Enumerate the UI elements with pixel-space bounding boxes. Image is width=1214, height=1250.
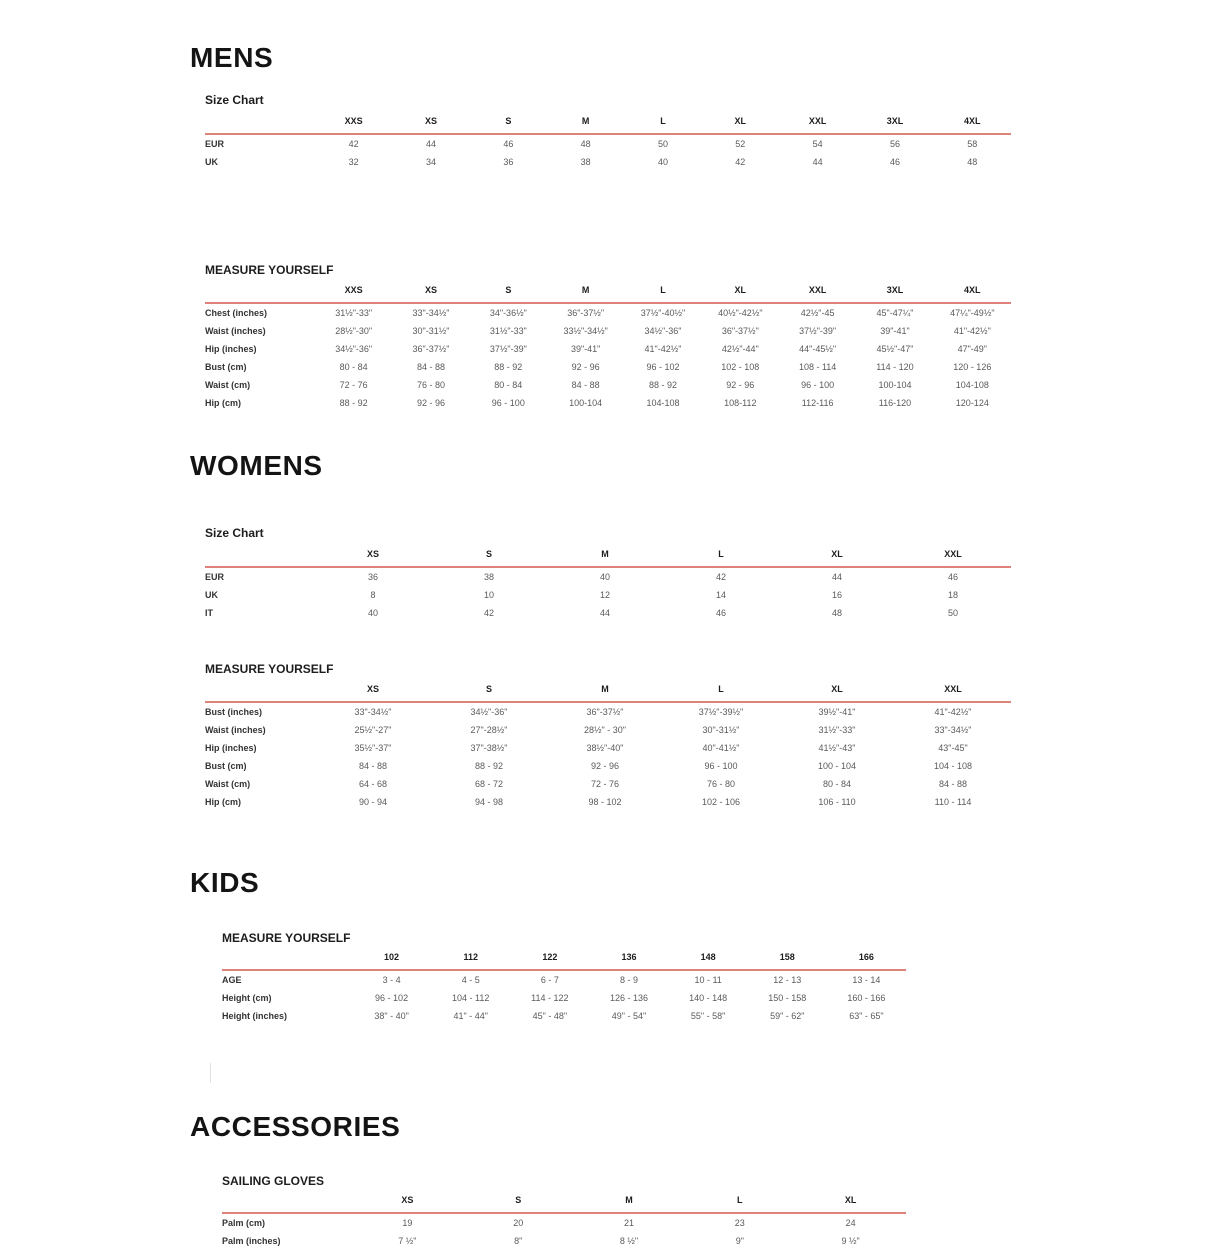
cell-value: 84 - 88 bbox=[938, 779, 968, 789]
row-label: Waist (inches) bbox=[205, 725, 266, 735]
column-header: XL bbox=[844, 1195, 857, 1205]
cell-value: 44 bbox=[831, 572, 842, 582]
cell-value: 18 bbox=[947, 590, 958, 600]
cell-value: 36"-37½" bbox=[586, 707, 624, 717]
row-label: Waist (inches) bbox=[205, 326, 266, 336]
mens-size-chart-block bbox=[205, 93, 1011, 412]
cell-value: 27"-28½" bbox=[470, 725, 508, 735]
cell-value: 19 bbox=[402, 1218, 413, 1228]
table-row bbox=[205, 604, 1011, 622]
sailing-gloves-heading: SAILING GLOVES bbox=[222, 1174, 325, 1188]
cell-value: 96 - 100 bbox=[704, 761, 738, 771]
cell-value: 28½"-30" bbox=[335, 326, 373, 336]
mens-size-chart-heading: Size Chart bbox=[205, 93, 264, 107]
column-header-empty bbox=[205, 285, 315, 303]
column-header-empty bbox=[222, 952, 352, 970]
cell-value: 35½"-37" bbox=[354, 743, 392, 753]
column-header: 3XL bbox=[886, 116, 904, 126]
cell-value: 96 - 102 bbox=[375, 993, 409, 1003]
cell-value: 108 - 114 bbox=[798, 362, 837, 372]
cell-value: 42½"-44" bbox=[721, 344, 759, 354]
cell-value: 8 - 9 bbox=[619, 975, 638, 985]
cell-value: 37½"-39" bbox=[799, 326, 837, 336]
column-header: M bbox=[581, 116, 590, 126]
row-label: AGE bbox=[222, 975, 242, 985]
table-row bbox=[205, 322, 1011, 340]
table-row bbox=[205, 340, 1011, 358]
column-header: M bbox=[601, 549, 609, 559]
row-label: Height (cm) bbox=[222, 993, 272, 1003]
column-header: 136 bbox=[621, 952, 637, 962]
cell-value: 40 bbox=[367, 608, 378, 618]
cell-value: 106 - 110 bbox=[818, 797, 856, 807]
cell-value: 45½"-47" bbox=[876, 344, 914, 354]
cell-value: 40 bbox=[657, 157, 668, 167]
cell-value: 42 bbox=[348, 139, 359, 149]
cell-value: 38 bbox=[580, 157, 591, 167]
cell-value: 100-104 bbox=[878, 380, 912, 390]
cell-value: 37½"-39½" bbox=[698, 707, 744, 717]
cell-value: 56 bbox=[889, 139, 900, 149]
womens-measure-heading: MEASURE YOURSELF bbox=[205, 662, 334, 676]
cell-value: 58 bbox=[967, 139, 978, 149]
row-label: Hip (cm) bbox=[205, 797, 241, 807]
cell-value: 31½"-33" bbox=[818, 725, 856, 735]
cell-value: 96 - 100 bbox=[801, 380, 835, 390]
cell-value: 44 bbox=[425, 139, 436, 149]
cell-value: 12 bbox=[599, 590, 610, 600]
cell-value: 10 - 11 bbox=[694, 975, 722, 985]
cell-value: 46 bbox=[889, 157, 900, 167]
cell-value: 92 - 96 bbox=[571, 362, 600, 372]
accessories-block bbox=[222, 1174, 906, 1250]
cell-value: 8 bbox=[370, 590, 376, 600]
column-header-empty bbox=[205, 684, 315, 702]
cell-value: 98 - 102 bbox=[588, 797, 622, 807]
cell-value: 40½"-42½" bbox=[718, 308, 763, 318]
cell-value: 3 - 4 bbox=[382, 975, 401, 985]
table-row bbox=[205, 739, 1011, 757]
cell-value: 59" - 62" bbox=[770, 1011, 805, 1021]
cell-value: 41"-42½" bbox=[953, 326, 991, 336]
cell-value: 96 - 102 bbox=[646, 362, 680, 372]
cell-value: 42 bbox=[483, 608, 494, 618]
cell-value: 48 bbox=[831, 608, 842, 618]
row-label: Hip (inches) bbox=[205, 743, 257, 753]
column-header: XS bbox=[366, 549, 379, 559]
cell-value: 88 - 92 bbox=[474, 761, 504, 771]
row-label: Bust (inches) bbox=[205, 707, 263, 717]
header-row bbox=[222, 952, 906, 970]
row-label: Hip (inches) bbox=[205, 344, 257, 354]
cell-value: 33"-34½" bbox=[412, 308, 450, 318]
cell-value: 88 - 92 bbox=[494, 362, 523, 372]
mens-measure-table bbox=[205, 285, 1011, 412]
cell-value: 104 - 112 bbox=[452, 993, 490, 1003]
cell-value: 92 - 96 bbox=[590, 761, 620, 771]
cell-value: 16 bbox=[831, 590, 842, 600]
column-header: L bbox=[660, 116, 666, 126]
cell-value: 46 bbox=[715, 608, 726, 618]
column-header: XL bbox=[831, 549, 843, 559]
cell-value: 102 - 106 bbox=[701, 797, 741, 807]
cell-value: 72 - 76 bbox=[590, 779, 620, 789]
column-header: L bbox=[737, 1195, 743, 1205]
cell-value: 25½"-27" bbox=[354, 725, 392, 735]
cursor-artifact bbox=[210, 1063, 211, 1083]
column-header: L bbox=[718, 549, 724, 559]
cell-value: 88 - 92 bbox=[339, 398, 368, 408]
column-header: XXS bbox=[344, 285, 363, 295]
cell-value: 23 bbox=[734, 1218, 745, 1228]
table-row bbox=[205, 394, 1011, 412]
row-label: Bust (cm) bbox=[205, 761, 247, 771]
column-header: 3XL bbox=[886, 285, 904, 295]
cell-value: 20 bbox=[513, 1218, 524, 1228]
column-header: XL bbox=[831, 684, 843, 694]
header-row bbox=[205, 549, 1011, 567]
cell-value: 34½"-36" bbox=[335, 344, 373, 354]
table-row bbox=[222, 1232, 906, 1250]
column-header-empty bbox=[205, 116, 315, 134]
cell-value: 63" - 65" bbox=[849, 1011, 884, 1021]
cell-value: 80 - 84 bbox=[494, 380, 523, 390]
cell-value: 140 - 148 bbox=[689, 993, 728, 1003]
cell-value: 44 bbox=[599, 608, 610, 618]
row-label: Hip (cm) bbox=[205, 398, 241, 408]
column-header: S bbox=[485, 684, 492, 694]
cell-value: 38 bbox=[483, 572, 494, 582]
row-label: IT bbox=[205, 608, 213, 618]
cell-value: 40"-41½" bbox=[702, 743, 740, 753]
cell-value: 112-116 bbox=[801, 398, 834, 408]
column-header: XS bbox=[366, 684, 379, 694]
cell-value: 45" - 48" bbox=[532, 1011, 568, 1021]
cell-value: 94 - 98 bbox=[474, 797, 504, 807]
column-header-empty bbox=[205, 549, 315, 567]
column-header: XXL bbox=[808, 116, 827, 126]
cell-value: 37½"-40½" bbox=[640, 308, 686, 318]
cell-value: 114 - 120 bbox=[876, 362, 914, 372]
cell-value: 47"-49" bbox=[957, 344, 988, 354]
column-header: XXL bbox=[808, 285, 827, 295]
cell-value: 42 bbox=[735, 157, 746, 167]
cell-value: 80 - 84 bbox=[822, 779, 852, 789]
cell-value: 37½"-39" bbox=[489, 344, 527, 354]
cell-value: 38" - 40" bbox=[374, 1011, 409, 1021]
cell-value: 88 - 92 bbox=[648, 380, 677, 390]
cell-value: 120 - 126 bbox=[953, 362, 992, 372]
table-row bbox=[205, 376, 1011, 394]
column-header: 158 bbox=[779, 952, 795, 962]
row-label: Height (inches) bbox=[222, 1011, 288, 1021]
womens-size-chart-table bbox=[205, 549, 1011, 622]
cell-value: 72 - 76 bbox=[339, 380, 368, 390]
cell-value: 46 bbox=[503, 139, 514, 149]
cell-value: 150 - 158 bbox=[768, 993, 807, 1003]
column-header: S bbox=[485, 549, 492, 559]
cell-value: 41½"-43" bbox=[818, 743, 856, 753]
cell-value: 36 bbox=[503, 157, 514, 167]
row-label: UK bbox=[205, 157, 218, 167]
cell-value: 100-104 bbox=[569, 398, 603, 408]
cell-value: 33"-34½" bbox=[934, 725, 972, 735]
cell-value: 37"-38½" bbox=[470, 743, 508, 753]
cell-value: 36"-37½" bbox=[721, 326, 759, 336]
cell-value: 7 ½" bbox=[398, 1236, 417, 1246]
row-label: EUR bbox=[205, 139, 225, 149]
cell-value: 41"-42½" bbox=[934, 707, 972, 717]
column-header: S bbox=[515, 1195, 522, 1205]
womens-measure-table bbox=[205, 684, 1011, 811]
column-header: 148 bbox=[700, 952, 716, 962]
cell-value: 116-120 bbox=[878, 398, 912, 408]
table-row bbox=[205, 567, 1011, 586]
cell-value: 14 bbox=[715, 590, 726, 600]
column-header: XS bbox=[401, 1195, 414, 1205]
table-row bbox=[205, 702, 1011, 721]
cell-value: 76 - 80 bbox=[416, 380, 445, 390]
table-row bbox=[222, 1213, 906, 1232]
column-header: S bbox=[505, 116, 512, 126]
column-header: 112 bbox=[463, 952, 478, 962]
cell-value: 96 - 100 bbox=[491, 398, 525, 408]
column-header: M bbox=[625, 1195, 633, 1205]
cell-value: 76 - 80 bbox=[706, 779, 736, 789]
row-label: Waist (cm) bbox=[205, 380, 251, 390]
cell-value: 54 bbox=[812, 139, 823, 149]
sailing-gloves-table bbox=[222, 1195, 906, 1250]
table-row bbox=[205, 586, 1011, 604]
cell-value: 120-124 bbox=[955, 398, 989, 408]
accessories-section-title: ACCESSORIES bbox=[190, 1111, 401, 1142]
cell-value: 43"-45" bbox=[938, 743, 968, 753]
cell-value: 49" - 54" bbox=[611, 1011, 647, 1021]
column-header: L bbox=[660, 285, 666, 295]
column-header: XS bbox=[424, 116, 437, 126]
cell-value: 10 bbox=[483, 590, 494, 600]
table-row bbox=[222, 1007, 906, 1025]
column-header: XL bbox=[734, 285, 747, 295]
cell-value: 36"-37½" bbox=[567, 308, 605, 318]
cell-value: 84 - 88 bbox=[571, 380, 600, 390]
cell-value: 68 - 72 bbox=[474, 779, 504, 789]
row-label: Palm (inches) bbox=[222, 1236, 281, 1246]
column-header: L bbox=[718, 684, 724, 694]
cell-value: 108-112 bbox=[724, 398, 757, 408]
cell-value: 92 - 96 bbox=[416, 398, 445, 408]
column-header: XXL bbox=[944, 549, 962, 559]
cell-value: 36"-37½" bbox=[412, 344, 450, 354]
row-label: Waist (cm) bbox=[205, 779, 251, 789]
table-row bbox=[205, 134, 1011, 153]
cell-value: 36 bbox=[367, 572, 378, 582]
cell-value: 33"-34½" bbox=[354, 707, 392, 717]
cell-value: 34"-36½" bbox=[489, 308, 527, 318]
cell-value: 34½"-36" bbox=[470, 707, 508, 717]
kids-section-title: KIDS bbox=[190, 867, 260, 898]
column-header: XL bbox=[734, 116, 747, 126]
cell-value: 40 bbox=[599, 572, 610, 582]
cell-value: 9" bbox=[735, 1236, 744, 1246]
cell-value: 114 - 122 bbox=[531, 993, 569, 1003]
kids-measure-table bbox=[222, 952, 906, 1025]
cell-value: 28½" - 30" bbox=[584, 725, 626, 735]
cell-value: 42 bbox=[715, 572, 726, 582]
header-row bbox=[205, 684, 1011, 702]
cell-value: 110 - 114 bbox=[934, 797, 972, 807]
column-header: M bbox=[581, 285, 590, 295]
mens-measure-heading: MEASURE YOURSELF bbox=[205, 263, 334, 277]
cell-value: 126 - 136 bbox=[609, 993, 648, 1003]
cell-value: 44 bbox=[812, 157, 823, 167]
cell-value: 38½"-40" bbox=[586, 743, 624, 753]
column-header-empty bbox=[222, 1195, 352, 1213]
table-row bbox=[205, 793, 1011, 811]
column-header: XXS bbox=[344, 116, 363, 126]
womens-size-chart-block bbox=[205, 526, 1011, 811]
cell-value: 8" bbox=[514, 1236, 523, 1246]
cell-value: 50 bbox=[947, 608, 958, 618]
womens-size-chart-heading: Size Chart bbox=[205, 526, 264, 540]
cell-value: 42½"-45 bbox=[800, 308, 835, 318]
cell-value: 52 bbox=[735, 139, 746, 149]
column-header: 4XL bbox=[964, 285, 981, 295]
cell-value: 12 - 13 bbox=[773, 975, 802, 985]
table-row bbox=[222, 989, 906, 1007]
cell-value: 41" - 44" bbox=[453, 1011, 488, 1021]
table-row bbox=[222, 970, 906, 989]
cell-value: 30"-31½" bbox=[702, 725, 740, 735]
cell-value: 39"-41" bbox=[570, 344, 601, 354]
cell-value: 50 bbox=[657, 139, 668, 149]
row-label: EUR bbox=[205, 572, 225, 582]
cell-value: 92 - 96 bbox=[726, 380, 755, 390]
column-header: M bbox=[601, 684, 609, 694]
cell-value: 6 - 7 bbox=[540, 975, 559, 985]
cell-value: 44"-45½" bbox=[799, 344, 837, 354]
column-header: S bbox=[505, 285, 512, 295]
cell-value: 33½"-34½" bbox=[563, 326, 608, 336]
table-row bbox=[205, 153, 1011, 171]
mens-size-chart-table bbox=[205, 116, 1011, 171]
header-row bbox=[205, 285, 1011, 303]
column-header: 4XL bbox=[964, 116, 981, 126]
cell-value: 104-108 bbox=[955, 380, 989, 390]
column-header: XS bbox=[424, 285, 437, 295]
cell-value: 160 - 166 bbox=[847, 993, 886, 1003]
mens-section-title: MENS bbox=[190, 42, 274, 73]
cell-value: 31½"-33" bbox=[335, 308, 373, 318]
cell-value: 34½"-36" bbox=[644, 326, 682, 336]
row-label: Chest (inches) bbox=[205, 308, 268, 318]
column-header: 122 bbox=[542, 952, 558, 962]
column-header: 166 bbox=[858, 952, 874, 962]
cell-value: 90 - 94 bbox=[358, 797, 388, 807]
cell-value: 34 bbox=[425, 157, 436, 167]
cell-value: 48 bbox=[580, 139, 591, 149]
table-row bbox=[205, 721, 1011, 739]
table-row bbox=[205, 775, 1011, 793]
cell-value: 4 - 5 bbox=[461, 975, 480, 985]
cell-value: 30"-31½" bbox=[412, 326, 450, 336]
row-label: Bust (cm) bbox=[205, 362, 247, 372]
cell-value: 24 bbox=[845, 1218, 856, 1228]
cell-value: 13 - 14 bbox=[852, 975, 881, 985]
header-row bbox=[222, 1195, 906, 1213]
header-row bbox=[205, 116, 1011, 134]
cell-value: 48 bbox=[967, 157, 978, 167]
cell-value: 84 - 88 bbox=[416, 362, 445, 372]
cell-value: 102 - 108 bbox=[721, 362, 760, 372]
cell-value: 39½"-41" bbox=[818, 707, 856, 717]
cell-value: 47¼"-49½" bbox=[950, 308, 995, 318]
table-row bbox=[205, 303, 1011, 322]
cell-value: 55" - 58" bbox=[690, 1011, 726, 1021]
cell-value: 41"-42½" bbox=[644, 344, 682, 354]
cell-value: 21 bbox=[623, 1218, 634, 1228]
kids-block bbox=[222, 931, 906, 1025]
row-label: UK bbox=[205, 590, 218, 600]
column-header: XXL bbox=[944, 684, 962, 694]
cell-value: 46 bbox=[947, 572, 958, 582]
cell-value: 45"-47¼" bbox=[876, 308, 914, 318]
cell-value: 104 - 108 bbox=[933, 761, 973, 771]
womens-section-title: WOMENS bbox=[190, 450, 323, 481]
cell-value: 64 - 68 bbox=[358, 779, 388, 789]
cell-value: 80 - 84 bbox=[339, 362, 368, 372]
cell-value: 39"-41" bbox=[880, 326, 910, 336]
cell-value: 100 - 104 bbox=[817, 761, 857, 771]
cell-value: 9 ½" bbox=[841, 1236, 860, 1246]
cell-value: 84 - 88 bbox=[358, 761, 388, 771]
column-header: 102 bbox=[384, 952, 400, 962]
kids-measure-heading: MEASURE YOURSELF bbox=[222, 931, 351, 945]
table-row bbox=[205, 358, 1011, 376]
cell-value: 8 ½" bbox=[619, 1236, 639, 1246]
row-label: Palm (cm) bbox=[222, 1218, 266, 1228]
table-row bbox=[205, 757, 1011, 775]
cell-value: 32 bbox=[348, 157, 359, 167]
cell-value: 31½"-33" bbox=[489, 326, 527, 336]
cell-value: 104-108 bbox=[646, 398, 680, 408]
